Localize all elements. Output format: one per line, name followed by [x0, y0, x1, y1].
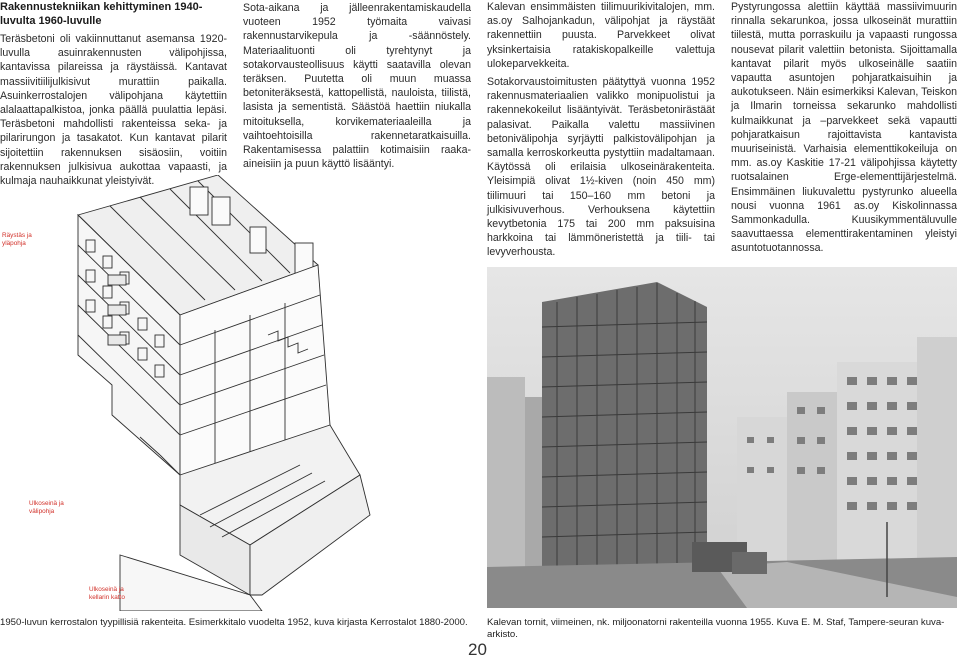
label-eaves-line-2: yläpohja — [2, 240, 26, 247]
text-column-2 — [243, 1, 471, 175]
figure-caption-left: 1950-luvun kerrostalon tyypillisiä rakenteita. Esimerkkitalo vuodelta 1952, kuva kirjasta Kerrostalot 1880-2000. — [0, 617, 468, 628]
label-base-line-1: Ulkoseinä ja — [89, 586, 124, 593]
label-wall-basement — [89, 586, 125, 602]
text-column-4 — [731, 0, 957, 260]
tower-construction-illustration — [487, 267, 957, 608]
paragraph: Sota-aikana ja jälleenrakentamiskaudella vuoteen 1952 työmaita vaivasi rakennustarvikepula ja -säännöstely. Materiaalituonti oli tyrehtynyt ja sotakorvausteollisuus käytti saatavilla olevan teräksen. Puutetta oli muun muassa betoniteräksestä, kattopellistä, nauloista, tiilistä, lasista ja sementistä. Säästöä haettiin niukalla mitoituksella, korvikemateriaaleilla ja vaihtoehtoisilla rakennetaratkaisuilla. Rakentamisessa palattiin kotimaisiin raaka-aineisiin ja puun käyttö lisääntyi. — [243, 2, 471, 171]
axonometric-building-drawing — [0, 175, 470, 611]
section-heading-line-1: Rakennustekniikan kehittyminen 1940- — [0, 1, 203, 13]
label-eaves-line-1: Räystäs ja — [2, 232, 32, 239]
text-column-1 — [0, 0, 227, 192]
text-column-3 — [487, 0, 715, 264]
label-wall-line-1: Ulkoseinä ja — [29, 500, 64, 507]
figure-caption-right: Kalevan tornit, viimeinen, nk. miljoonatorni rakenteilla vuonna 1955. Kuva E. M. Staf, Tampere-seuran kuva-arkisto. — [487, 617, 945, 640]
construction-photo — [487, 267, 957, 608]
paragraph: Sotakorvaustoimitusten päätyttyä vuonna 1952 rakennusmateriaalien valikko monipuolistui ja rakennekokeilut lisääntyivät. Teräsbetonirästäät palasivat. Paikalla valettu massiivinen betonivälipohja syrjäytti palkistovälipohjan ja samalla kerroskorkeutta pystyttiin madaltamaan. Käytössä oli erilaisia ulkoseinärakenteita. Yleisimpiä olivat 1½-kiven (noin 450 mm) tiilimuuri tai 150–160 mm betoni ja julkisivuverhous. Verhouksena käytettiin kevytbetonia 175 tai 200 mm paksuisina harkkoina tai lämmöneristettä ja tiili- tai levyverhousta. — [487, 76, 715, 259]
label-wall-floor — [29, 500, 64, 516]
label-base-line-2: kellarin katto — [89, 594, 125, 601]
paragraph: Teräsbetoni oli vakiinnuttanut asemansa 1920-luvulla asuinrakennusten välipohjissa, kantavissa pilareissa ja räystäissä. Kantavat massiivitiilijulkisivut murattiin paikalla. Asuinkerrostalojen välipohjana käytettiin alalaattapalkistoa, jonka päällä puulattia lepäsi. Teräsbetoni mahdollisti rakenteissa seka- ja pilarirungon ja tasakatot. Kun kantavat pilarit sijoitettiin rakennuksen sisäosiin, voitiin rakennuksen julkisivua aukottaa vapaasti, ja kulmaja nauhaikkunat yleistyivät. — [0, 33, 227, 188]
label-eaves — [2, 232, 32, 248]
page-number: 20 — [468, 640, 487, 659]
label-wall-line-2: välipohja — [29, 508, 55, 515]
building-section-illustration — [0, 175, 470, 611]
section-heading-line-2: luvulta 1960-luvulle — [0, 15, 102, 27]
paragraph: Kalevan ensimmäisten tiilimuurikivitalojen, mm. as.oy Salhojankadun, välipohjat ja räystäät rakennettiin puusta. Parvekkeet olivat yksinkertaisia ratakiskopalkeille valettuja ulokeparvekkeita. — [487, 1, 715, 70]
section-heading — [0, 0, 227, 28]
paragraph: Pystyrungossa alettiin käyttää massiivimuurin rinnalla sekarunkoa, jossa ulkoseinät murattiin tiilestä, mutta porraskuilu ja vapaasti rungossa nousevat pilarit valettiin betonista. Sijoittamalla kantavat pilarit myös ulkoseinälle saatiin vapautta asuntojen pohjaratkaisuihin ja aukotukseen. Näin esimerkiksi Kalevan, Teiskon ja Ilmarin torneissa sekarunko mahdollisti kulmaikkunat ja –parvekkeet sekä vapautti pohjaratkaisun rajoittavista kantavista muuriseinistä. Varhaisia elementtikokeiluja on mm. as.oy Kaskitie 17-21 välipohjissa käytetty ruotsalainen Erge-elementtijärjestelmä. Ensimmäinen liukuvalettu pystyrunko alueella nousi vuonna 1961 as.oy Kiskolinnassa Sammonkadulla. Kuusikymmentäluvulle saavuttaessa elementtirakentaminen yleistyi asuntotuotannossa. — [731, 1, 957, 255]
